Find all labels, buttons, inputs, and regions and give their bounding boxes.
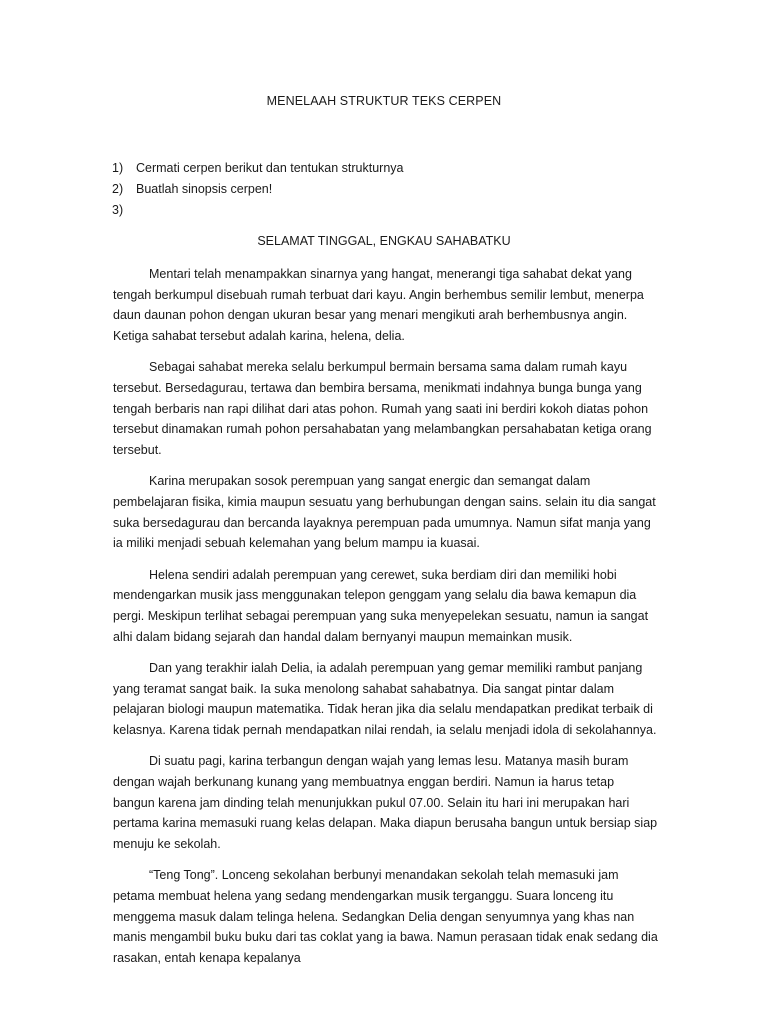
task-text: Cermati cerpen berikut dan tentukan strukturnya: [136, 161, 404, 175]
document-title: MENELAAH STRUKTUR TEKS CERPEN: [266, 94, 502, 108]
story-paragraph: “Teng Tong”. Lonceng sekolahan berbunyi menandakan sekolah telah memasuki jam petama membuat helena yang sedang mendengarkan musik terganggu. Suara lonceng itu menggema masuk dalam telinga helena. Sedangkan Delia dengan senyumnya yang khas nan manis mengambil buku buku dari tas coklat yang ia bawa. Namun perasaan tidak enak sedang dia rasakan, entah kenapa kepalanya: [113, 868, 658, 965]
task-item: [112, 179, 404, 200]
task-number: 2): [112, 182, 124, 196]
story-paragraph: Di suatu pagi, karina terbangun dengan wajah yang lemas lesu. Matanya masih buram dengan wajah berkunang kunang yang membuatnya enggan berdiri. Namun ia harus tetap bangun karena jam dinding telah menunjukkan pukul 07.00. Selain itu hari ini merupakan hari pertama karina memasuki ruang kelas delapan. Maka diapun berusaha bangun untuk bersiap siap menuju ke sekolah.: [113, 754, 658, 851]
story-paragraph: Helena sendiri adalah perempuan yang cerewet, suka berdiam diri dan memiliki hobi mendengarkan musik jass menggunakan telepon genggam yang selalu dia bawa kemapun dia pergi. Meskipun terlihat sebagai perempuan yang suka menyepelekan sesuatu, namun ia sangat alhi dalam bidang sejarah dan handal dalam bernyanyi maupun memainkan musik.: [113, 567, 649, 644]
story-paragraph: Sebagai sahabat mereka selalu berkumpul bermain bersama sama dalam rumah kayu tersebut. Bersedagurau, tertawa dan bembira bersama, menikmati indahnya bunga bunga yang tengah berbaris nan rapi dilihat dari atas pohon. Rumah yang saati ini berdiri kokoh diatas pohon tersebut dinamakan rumah pohon persahabatan yang melambangkan persahabatan ketiga orang tersebut.: [113, 360, 652, 457]
task-item: [112, 158, 404, 179]
story-paragraph: Karina merupakan sosok perempuan yang sangat energic dan semangat dalam pembelajaran fisika, kimia maupun sesuatu yang berhubungan dengan sains. selain itu dia sangat suka bersedagurau dan bercanda layaknya perempuan pada umumnya. Namun sifat manja yang ia miliki menjadi sebuah kelemahan yang belum mampu ia kuasai.: [113, 474, 656, 551]
task-number: 1): [112, 161, 124, 175]
story-title: SELAMAT TINGGAL, ENGKAU SAHABATKU: [257, 234, 511, 248]
story-body: [113, 264, 658, 979]
task-text: Buatlah sinopsis cerpen!: [136, 182, 273, 196]
task-item: [112, 200, 404, 221]
story-paragraph: Mentari telah menampakkan sinarnya yang hangat, menerangi tiga sahabat dekat yang tengah berkumpul disebuah rumah terbuat dari kayu. Angin berhembus semilir lembut, menerpa daun daunan pohon dengan ukuran besar yang menari mengikuti arah berhembusnya angin. Ketiga sahabat tersebut adalah karina, helena, delia.: [113, 267, 644, 343]
task-number: 3): [112, 203, 124, 217]
task-list: [112, 158, 404, 221]
story-paragraph: Dan yang terakhir ialah Delia, ia adalah perempuan yang gemar memiliki rambut panjang yang teramat sangat baik. Ia suka menolong sahabat sahabatnya. Dia sangat pintar dalam pelajaran biologi maupun matematika. Tidak heran jika dia selalu mendapatkan predikat terbaik di kelasnya. Karena tidak pernah mendapatkan nilai rendah, ia selalu menjadi idola di sekolahannya.: [113, 661, 657, 737]
